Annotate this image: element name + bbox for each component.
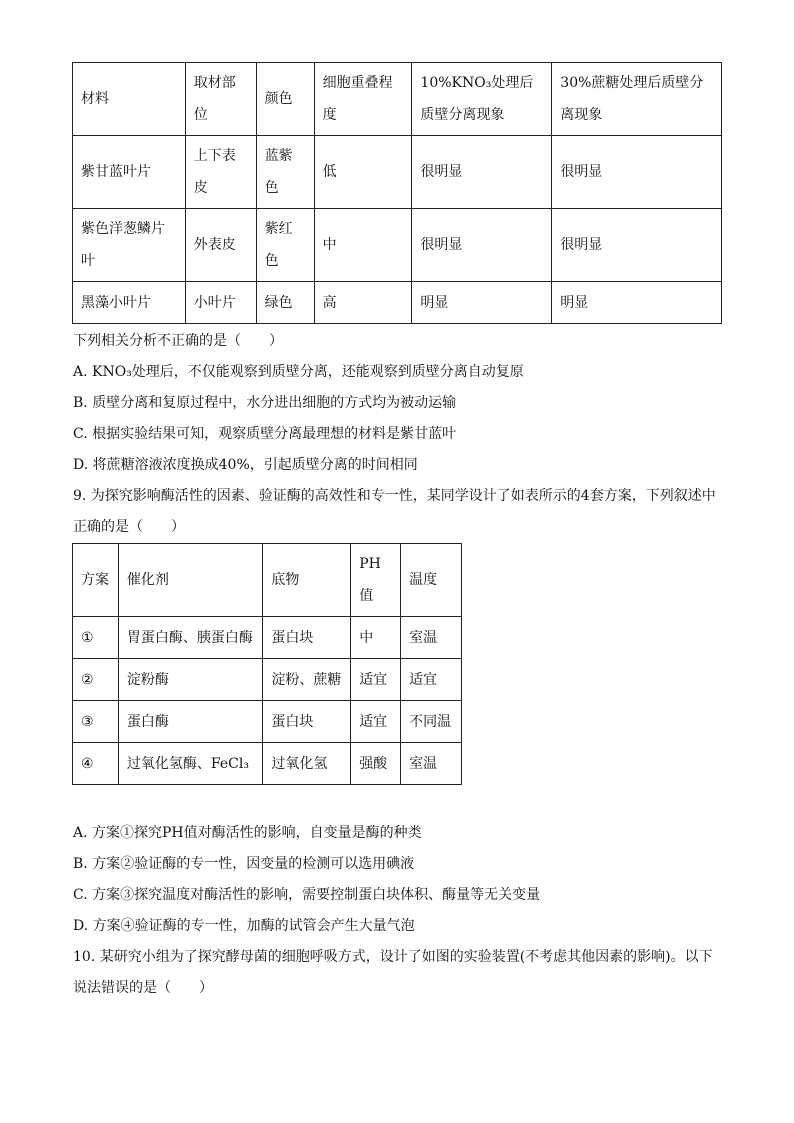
header-cell: 取材部位	[185, 63, 256, 136]
table-row	[73, 701, 462, 743]
table-header-row	[73, 544, 462, 617]
question-9-stem-line1: 9. 为探究影响酶活性的因素、验证酶的高效性和专一性，某同学设计了如表所示的4套方案，下列叙述中	[73, 488, 716, 504]
table-cell: ②	[73, 659, 119, 701]
table-cell: 胃蛋白酶、胰蛋白酶	[118, 617, 263, 659]
table-cell: 绿色	[256, 282, 314, 324]
question-9-option-b: B. 方案②验证酶的专一性，因变量的检测可以选用碘液	[73, 856, 415, 872]
header-cell: 材料	[73, 63, 186, 136]
header-cell: 方案	[73, 544, 119, 617]
table-cell: 很明显	[412, 136, 552, 209]
table-cell: 黑藻小叶片	[73, 282, 186, 324]
table-cell: 外表皮	[185, 209, 256, 282]
table-cell: 强酸	[351, 743, 401, 785]
table-cell: 紫红色	[256, 209, 314, 282]
enzyme-scheme-table	[72, 543, 462, 785]
table-cell: 高	[314, 282, 412, 324]
question-8-option-a: A. KNO₃处理后，不仅能观察到质壁分离，还能观察到质壁分离自动复原	[73, 364, 524, 380]
question-8-option-c: C. 根据实验结果可知，观察质壁分离最理想的材料是紫甘蓝叶	[73, 426, 457, 442]
table-row	[73, 743, 462, 785]
table-cell: 适宜	[401, 659, 462, 701]
table-cell: 明显	[412, 282, 552, 324]
question-10-stem-line2: 说法错误的是（ ）	[73, 980, 213, 996]
table-cell: 蛋白酶	[118, 701, 263, 743]
table-cell: 很明显	[412, 209, 552, 282]
table-cell: 适宜	[351, 659, 401, 701]
table-cell: 不同温	[401, 701, 462, 743]
experiment-table	[72, 62, 722, 324]
question-9-option-c: C. 方案③探究温度对酶活性的影响，需要控制蛋白块体积、酶量等无关变量	[73, 887, 541, 903]
question-10-stem-line1: 10. 某研究小组为了探究酵母菌的细胞呼吸方式，设计了如图的实验装置(不考虑其他因素的影响)。以下	[73, 949, 713, 965]
table-cell: 上下表皮	[185, 136, 256, 209]
table-cell: 很明显	[552, 136, 722, 209]
table-header-row	[73, 63, 722, 136]
question-9-option-d: D. 方案④验证酶的专一性，加酶的试管会产生大量气泡	[73, 918, 415, 934]
table-cell: ④	[73, 743, 119, 785]
table-row	[73, 659, 462, 701]
header-cell: 10%KNO₃处理后质壁分离现象	[412, 63, 552, 136]
table-cell: 过氧化氢	[263, 743, 351, 785]
header-cell: 温度	[401, 544, 462, 617]
header-cell: 底物	[263, 544, 351, 617]
table-row	[73, 136, 722, 209]
table-cell: 紫甘蓝叶片	[73, 136, 186, 209]
header-cell: 颜色	[256, 63, 314, 136]
question-9-stem-line2: 正确的是（ ）	[73, 519, 185, 535]
table-cell: 室温	[401, 743, 462, 785]
header-cell: 催化剂	[118, 544, 263, 617]
table-cell: 很明显	[552, 209, 722, 282]
header-cell: PH值	[351, 544, 401, 617]
header-cell: 30%蔗糖处理后质壁分离现象	[552, 63, 722, 136]
table-cell: 小叶片	[185, 282, 256, 324]
table-cell: 淀粉酶	[118, 659, 263, 701]
question-8-stem: 下列相关分析不正确的是（ ）	[73, 333, 283, 349]
question-8-option-d: D. 将蔗糖溶液浓度换成40%，引起质壁分离的时间相同	[73, 457, 418, 473]
table-cell: 室温	[401, 617, 462, 659]
table-cell: ③	[73, 701, 119, 743]
table-cell: 蛋白块	[263, 701, 351, 743]
table-cell: 蓝紫色	[256, 136, 314, 209]
table-cell: 过氧化氢酶、FeCl₃	[118, 743, 263, 785]
question-9-option-a: A. 方案①探究PH值对酶活性的影响，自变量是酶的种类	[73, 825, 422, 841]
table-cell: ①	[73, 617, 119, 659]
table-cell: 淀粉、蔗糖	[263, 659, 351, 701]
table-cell: 蛋白块	[263, 617, 351, 659]
table-cell: 明显	[552, 282, 722, 324]
table-cell: 中	[314, 209, 412, 282]
table-cell: 紫色洋葱鳞片叶	[73, 209, 186, 282]
header-cell: 细胞重叠程度	[314, 63, 412, 136]
question-8-option-b: B. 质壁分离和复原过程中，水分进出细胞的方式均为被动运输	[73, 395, 457, 411]
table-row	[73, 282, 722, 324]
table-row	[73, 209, 722, 282]
table-row	[73, 617, 462, 659]
table-cell: 中	[351, 617, 401, 659]
table-cell: 低	[314, 136, 412, 209]
table-cell: 适宜	[351, 701, 401, 743]
